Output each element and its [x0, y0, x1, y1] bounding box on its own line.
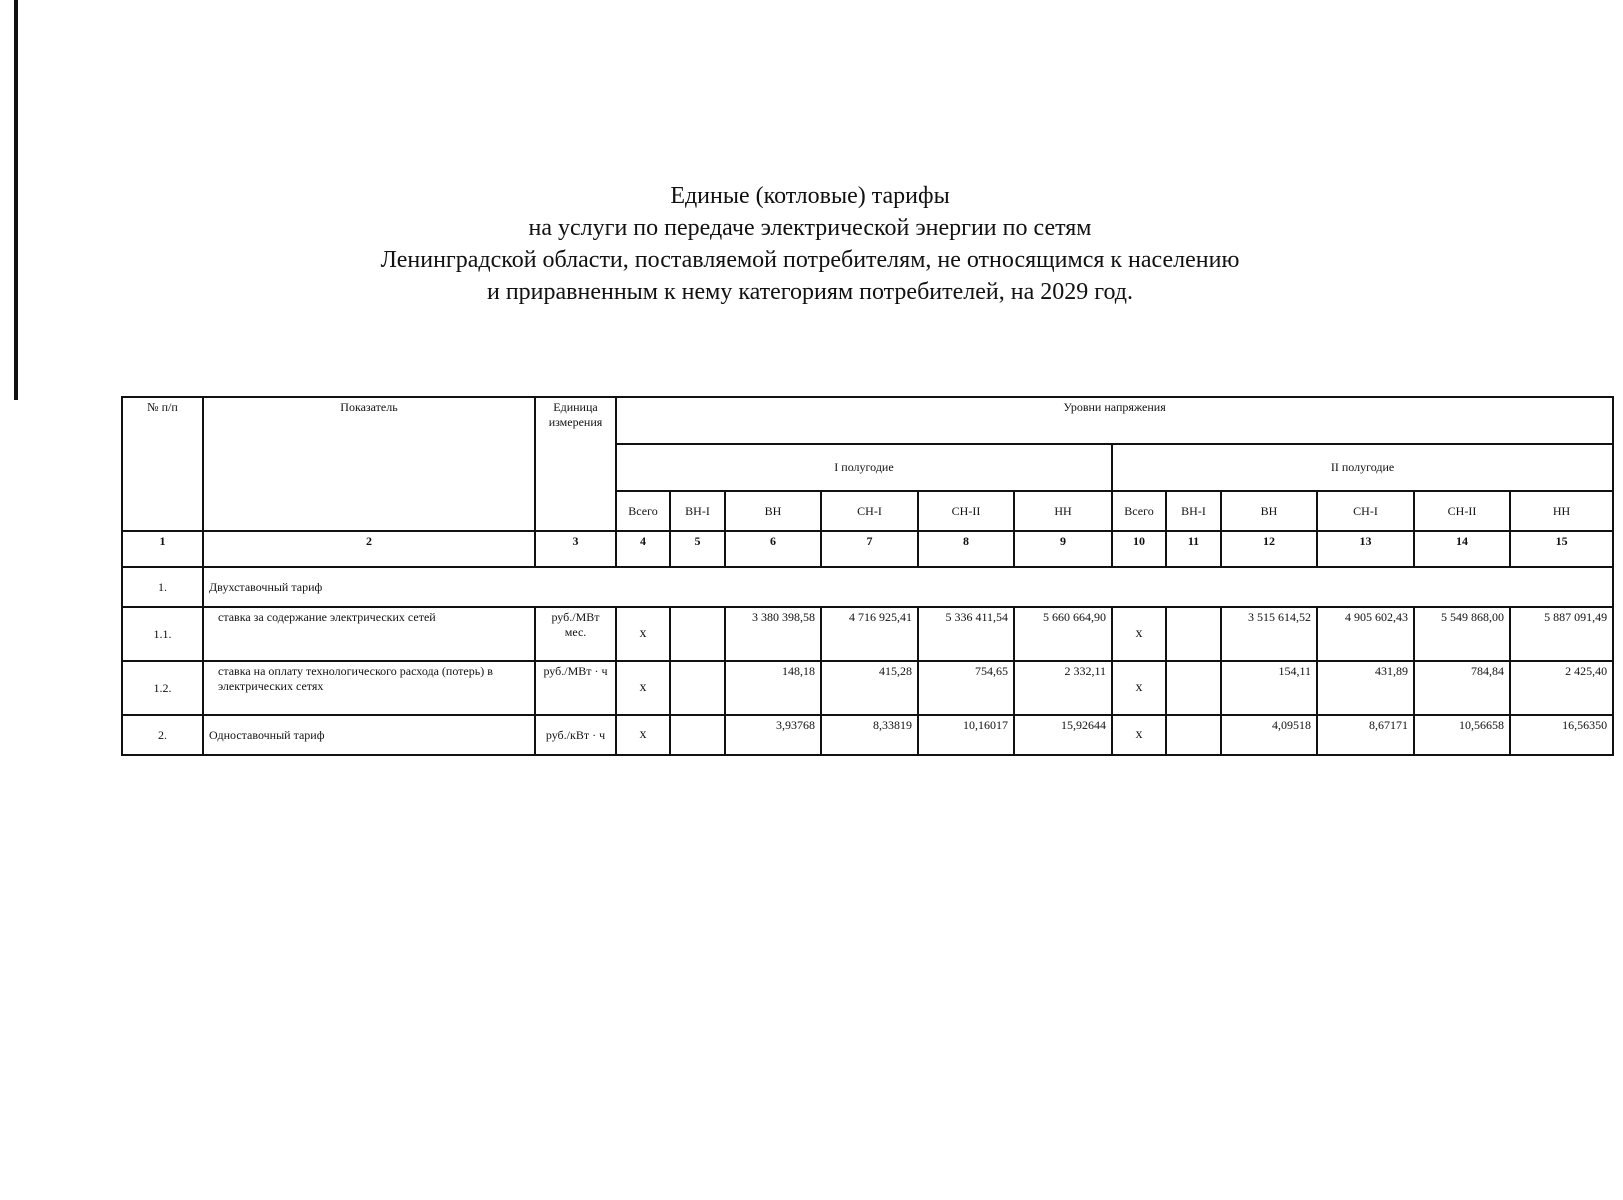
cell-h1-vn1 — [670, 715, 725, 755]
cell-h2-total: х — [1112, 661, 1166, 715]
cell-h2-vn: 3 515 614,52 — [1221, 607, 1317, 661]
row-unit: руб./кВт · ч — [535, 715, 616, 755]
cell-h1-sn2: 5 336 411,54 — [918, 607, 1014, 661]
cell-h2-vn1 — [1166, 661, 1221, 715]
subheader-h1-vn: ВН — [725, 491, 821, 531]
cell-h2-vn1 — [1166, 715, 1221, 755]
table-row — [122, 661, 1613, 715]
cell-h1-sn2: 754,65 — [918, 661, 1014, 715]
cell-h1-vn: 3 380 398,58 — [725, 607, 821, 661]
subheader-h1-nn: НН — [1014, 491, 1112, 531]
cell-h1-nn: 5 660 664,90 — [1014, 607, 1112, 661]
cell-h2-sn2: 10,56658 — [1414, 715, 1510, 755]
title-line-2: на услуги по передаче электрической энергии по сетям — [528, 215, 1092, 241]
table-row — [122, 607, 1613, 661]
column-number-row — [122, 531, 1613, 567]
column-number: 7 — [821, 531, 918, 567]
subheader-h2-sn2: СН-II — [1414, 491, 1510, 531]
cell-h1-total: х — [616, 607, 670, 661]
cell-h1-total: х — [616, 661, 670, 715]
subheader-h1-total: Всего — [616, 491, 670, 531]
cell-h2-vn: 4,09518 — [1221, 715, 1317, 755]
column-number: 4 — [616, 531, 670, 567]
cell-h2-sn1: 4 905 602,43 — [1317, 607, 1414, 661]
title-line-3: Ленинградской области, поставляемой потребителям, не относящимся к населению — [380, 247, 1240, 273]
column-number: 3 — [535, 531, 616, 567]
column-number: 6 — [725, 531, 821, 567]
column-number: 13 — [1317, 531, 1414, 567]
subheader-h2-vn1: ВН-I — [1166, 491, 1221, 531]
document-title — [240, 180, 1380, 308]
cell-h2-sn2: 5 549 868,00 — [1414, 607, 1510, 661]
row-number: 1.1. — [122, 607, 203, 661]
row-indicator: Двухставочный тариф — [203, 567, 1613, 607]
row-number: 2. — [122, 715, 203, 755]
cell-h1-nn: 2 332,11 — [1014, 661, 1112, 715]
title-line-1: Единые (котловые) тарифы — [670, 183, 950, 209]
header-indicator: Показатель — [203, 397, 535, 531]
cell-h1-vn: 3,93768 — [725, 715, 821, 755]
title-line-4: и приравненным к нему категориям потребителей, на 2029 год. — [486, 279, 1134, 305]
cell-h2-nn: 5 887 091,49 — [1510, 607, 1613, 661]
row-unit: руб./МВт · ч — [535, 661, 616, 715]
column-number: 12 — [1221, 531, 1317, 567]
cell-h2-sn1: 431,89 — [1317, 661, 1414, 715]
row-indicator: Одноставочный тариф — [203, 715, 535, 755]
header-half-2: II полугодие — [1112, 444, 1613, 491]
cell-h2-vn: 154,11 — [1221, 661, 1317, 715]
cell-h1-vn: 148,18 — [725, 661, 821, 715]
cell-h1-vn1 — [670, 607, 725, 661]
cell-h1-sn1: 4 716 925,41 — [821, 607, 918, 661]
subheader-h2-total: Всего — [1112, 491, 1166, 531]
column-number: 10 — [1112, 531, 1166, 567]
cell-h2-sn2: 784,84 — [1414, 661, 1510, 715]
cell-h1-sn1: 8,33819 — [821, 715, 918, 755]
cell-h2-total: х — [1112, 715, 1166, 755]
column-number: 2 — [203, 531, 535, 567]
cell-h1-vn1 — [670, 661, 725, 715]
table-row — [122, 715, 1613, 755]
cell-h2-nn: 16,56350 — [1510, 715, 1613, 755]
row-number: 1. — [122, 567, 203, 607]
tariff-table — [121, 396, 1614, 756]
cell-h1-total: х — [616, 715, 670, 755]
cell-h2-vn1 — [1166, 607, 1221, 661]
subheader-h2-nn: НН — [1510, 491, 1613, 531]
cell-h1-nn: 15,92644 — [1014, 715, 1112, 755]
column-number: 1 — [122, 531, 203, 567]
cell-h2-total: х — [1112, 607, 1166, 661]
column-number: 11 — [1166, 531, 1221, 567]
header-num: № п/п — [122, 397, 203, 531]
row-indicator: ставка на оплату технологического расхода (потерь) в электрических сетях — [203, 661, 535, 715]
row-unit: руб./МВт мес. — [535, 607, 616, 661]
cell-h2-nn: 2 425,40 — [1510, 661, 1613, 715]
subheader-h1-sn2: СН-II — [918, 491, 1014, 531]
header-unit: Единица измерения — [535, 397, 616, 531]
table-row — [122, 567, 1613, 607]
scan-edge-line — [14, 0, 18, 400]
cell-h1-sn1: 415,28 — [821, 661, 918, 715]
column-number: 5 — [670, 531, 725, 567]
header-half-1: I полугодие — [616, 444, 1112, 491]
cell-h1-sn2: 10,16017 — [918, 715, 1014, 755]
row-number: 1.2. — [122, 661, 203, 715]
subheader-h1-sn1: СН-I — [821, 491, 918, 531]
column-number: 8 — [918, 531, 1014, 567]
cell-h2-sn1: 8,67171 — [1317, 715, 1414, 755]
subheader-h1-vn1: ВН-I — [670, 491, 725, 531]
header-voltage-levels: Уровни напряжения — [616, 397, 1613, 444]
row-indicator: ставка за содержание электрических сетей — [203, 607, 535, 661]
column-number: 14 — [1414, 531, 1510, 567]
column-number: 9 — [1014, 531, 1112, 567]
subheader-h2-vn: ВН — [1221, 491, 1317, 531]
column-number: 15 — [1510, 531, 1613, 567]
subheader-h2-sn1: СН-I — [1317, 491, 1414, 531]
